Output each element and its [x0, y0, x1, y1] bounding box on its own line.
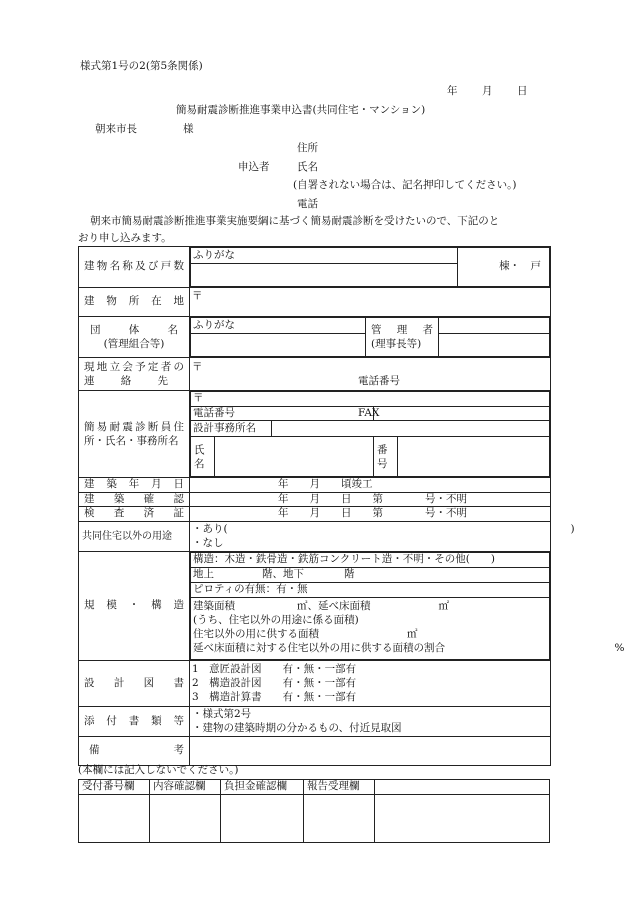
- applicant-name-label: 氏名: [297, 161, 318, 173]
- row-other-use: [79, 521, 551, 551]
- attachments-field: [190, 706, 551, 736]
- attachment-item-1: ・様式第2号: [192, 708, 252, 721]
- building-area-unit: ㎡、延べ床面積: [297, 599, 371, 612]
- attachment-item-2: ・建物の建築時期の分かるもの、付近見取図: [192, 722, 402, 735]
- applicant-address-label: 住所: [297, 142, 318, 154]
- row-building-location: [79, 288, 551, 317]
- other-use-no[interactable]: ・なし: [192, 537, 224, 550]
- postal-mark: 〒: [192, 290, 203, 302]
- row-diagnostician: [79, 391, 551, 478]
- built-date-label: 建築年月日: [79, 478, 190, 493]
- other-use-field[interactable]: [190, 521, 575, 551]
- row-building-name: [79, 247, 551, 288]
- report-receipt-header: 報告受理欄: [304, 780, 375, 795]
- diagnostician-number-field[interactable]: [398, 437, 550, 477]
- report-receipt-cell: [304, 794, 375, 842]
- floors-field[interactable]: [191, 567, 550, 582]
- intro-line-1: 朝来市簡易耐震診断推進事業実施要綱に基づく簡易耐震診断を受けたいので、下記のと: [90, 215, 500, 227]
- building-location-label: 建物所在地: [79, 288, 190, 317]
- addressee-name: 朝来市長: [95, 123, 137, 135]
- diagnostician-label: 簡易耐震診断員住: [84, 421, 184, 433]
- remarks-field[interactable]: [190, 736, 551, 765]
- office-name-label: 設計事務所名: [191, 421, 272, 437]
- floor-area-unit: ㎡: [438, 599, 449, 612]
- building-location-field[interactable]: [190, 288, 551, 317]
- intro-line-2: おり申し込みます。: [78, 232, 172, 244]
- diag-number-label-1: 番: [377, 443, 388, 456]
- remarks-label: 備考: [79, 736, 190, 765]
- onsite-postal: 〒: [192, 361, 203, 373]
- manager-sublabel: (理事長等): [371, 338, 422, 350]
- building-name-label: 建物名称及び戸数: [79, 247, 190, 288]
- application-form-table: [78, 246, 625, 766]
- diag-name-label-2: 名: [194, 457, 205, 470]
- other-use-close-paren: ): [570, 523, 575, 536]
- area-field[interactable]: [191, 597, 625, 659]
- office-use-table: [78, 779, 550, 843]
- onsite-contact-field[interactable]: [190, 358, 551, 391]
- piloti-field[interactable]: ピロティの有無：有・無: [191, 582, 550, 597]
- manager-name-field[interactable]: [439, 334, 550, 357]
- scale-structure-label: 規模・構造: [79, 551, 190, 660]
- association-label: 団体名: [90, 324, 178, 336]
- association-sublabel: (管理組合等): [103, 338, 165, 350]
- other-use-yes[interactable]: ・あり(: [192, 523, 228, 536]
- drawing-item-1[interactable]: 1 意匠設計図 有・無・一部有: [192, 663, 357, 676]
- row-built-date: [79, 478, 551, 493]
- building-area-label: 建築面積: [193, 599, 235, 612]
- floors-mid-label: 階、地下: [262, 568, 304, 581]
- row-association: [79, 317, 551, 358]
- row-attachments: [79, 706, 551, 736]
- nonres-ratio-unit: %: [614, 641, 625, 654]
- floors-above-label: 地上: [193, 568, 214, 581]
- association-name-field[interactable]: [191, 334, 366, 357]
- attachments-label: 添付書類等: [79, 706, 190, 736]
- association-furigana[interactable]: ふりがな: [191, 318, 366, 334]
- row-scale-structure: [79, 551, 551, 660]
- receipt-number-header: 受付番号欄: [79, 780, 150, 795]
- content-check-header: 内容確認欄: [150, 780, 221, 795]
- office-note: (本欄には記入しないでください。): [78, 764, 239, 776]
- drawing-item-2[interactable]: 2 構造設計図 有・無・一部有: [192, 677, 357, 690]
- build-confirm-field[interactable]: 年 月 日 第 号・不明: [190, 492, 551, 507]
- date-year: 年: [447, 85, 458, 97]
- row-drawings: [79, 660, 551, 706]
- manager-furigana-field[interactable]: [439, 318, 550, 334]
- nonres-area-label: 住宅以外の用に供する面積: [193, 627, 319, 640]
- building-name-furigana[interactable]: ふりがな: [191, 248, 458, 264]
- onsite-sublabel: 連絡先: [84, 375, 168, 387]
- content-check-cell: [150, 794, 221, 842]
- build-confirm-label: 建築確認: [79, 492, 190, 507]
- form-number: 様式第1号の2(第5条関係): [80, 60, 203, 72]
- page-title: 簡易耐震診断推進事業申込書(共同住宅・マンション): [176, 104, 426, 116]
- diag-name-label-1: 氏: [194, 443, 205, 456]
- onsite-phone-label: 電話番号: [358, 375, 400, 387]
- office-blank-header: [375, 780, 550, 795]
- row-onsite-contact: [79, 358, 551, 391]
- row-remarks: [79, 736, 551, 765]
- addressee-honorific: 様: [183, 123, 194, 135]
- structure-type[interactable]: 構造：木造・鉄骨造・鉄筋コンクリート造・不明・その他( ): [191, 552, 550, 567]
- office-name-field[interactable]: [272, 421, 550, 437]
- diagnostician-name-field[interactable]: [215, 437, 374, 477]
- manager-label: 管理者: [371, 324, 433, 336]
- floors-end-label: 階: [344, 568, 355, 581]
- receipt-number-cell: [79, 794, 150, 842]
- fee-check-cell: [221, 794, 304, 842]
- diagnostician-phone-label[interactable]: 電話番号: [191, 406, 374, 421]
- nonres-ratio-label: 延べ床面積に対する住宅以外の用に供する面積の割合: [193, 641, 445, 654]
- area-sub-label: (うち、住宅以外の用途に係る面積): [193, 613, 359, 626]
- row-build-confirm: [79, 492, 551, 507]
- building-name-field[interactable]: [191, 264, 458, 287]
- drawings-label: 設計図書: [79, 660, 190, 706]
- row-inspection: [79, 507, 551, 522]
- diagnostician-fax-label[interactable]: FAX: [374, 406, 550, 421]
- built-date-field[interactable]: 年 月 頃竣工: [190, 478, 551, 493]
- office-blank-cell: [375, 794, 550, 842]
- inspection-label: 検査済証: [79, 507, 190, 522]
- drawings-field[interactable]: [190, 660, 551, 706]
- inspection-field[interactable]: 年 月 日 第 号・不明: [190, 507, 551, 522]
- diagnostician-postal[interactable]: 〒: [191, 392, 550, 407]
- onsite-label: 現地立会予定者の: [84, 361, 184, 373]
- date-month: 月: [482, 85, 493, 97]
- nonres-area-unit: ㎡: [407, 627, 418, 640]
- fee-check-header: 負担金確認欄: [221, 780, 304, 795]
- seal-note: (自署されない場合は、記名押印してください。): [293, 179, 517, 191]
- building-units: 棟・ 戸: [458, 248, 550, 287]
- drawing-item-3[interactable]: 3 構造計算書 有・無・一部有: [192, 691, 357, 704]
- other-use-label: 共同住宅以外の用途: [79, 521, 190, 551]
- applicant-label: 申込者: [238, 161, 270, 173]
- diagnostician-sublabel: 所・氏名・事務所名: [84, 435, 179, 447]
- date-day: 日: [517, 85, 528, 97]
- applicant-phone-label: 電話: [297, 198, 318, 210]
- diag-number-label-2: 号: [377, 457, 388, 470]
